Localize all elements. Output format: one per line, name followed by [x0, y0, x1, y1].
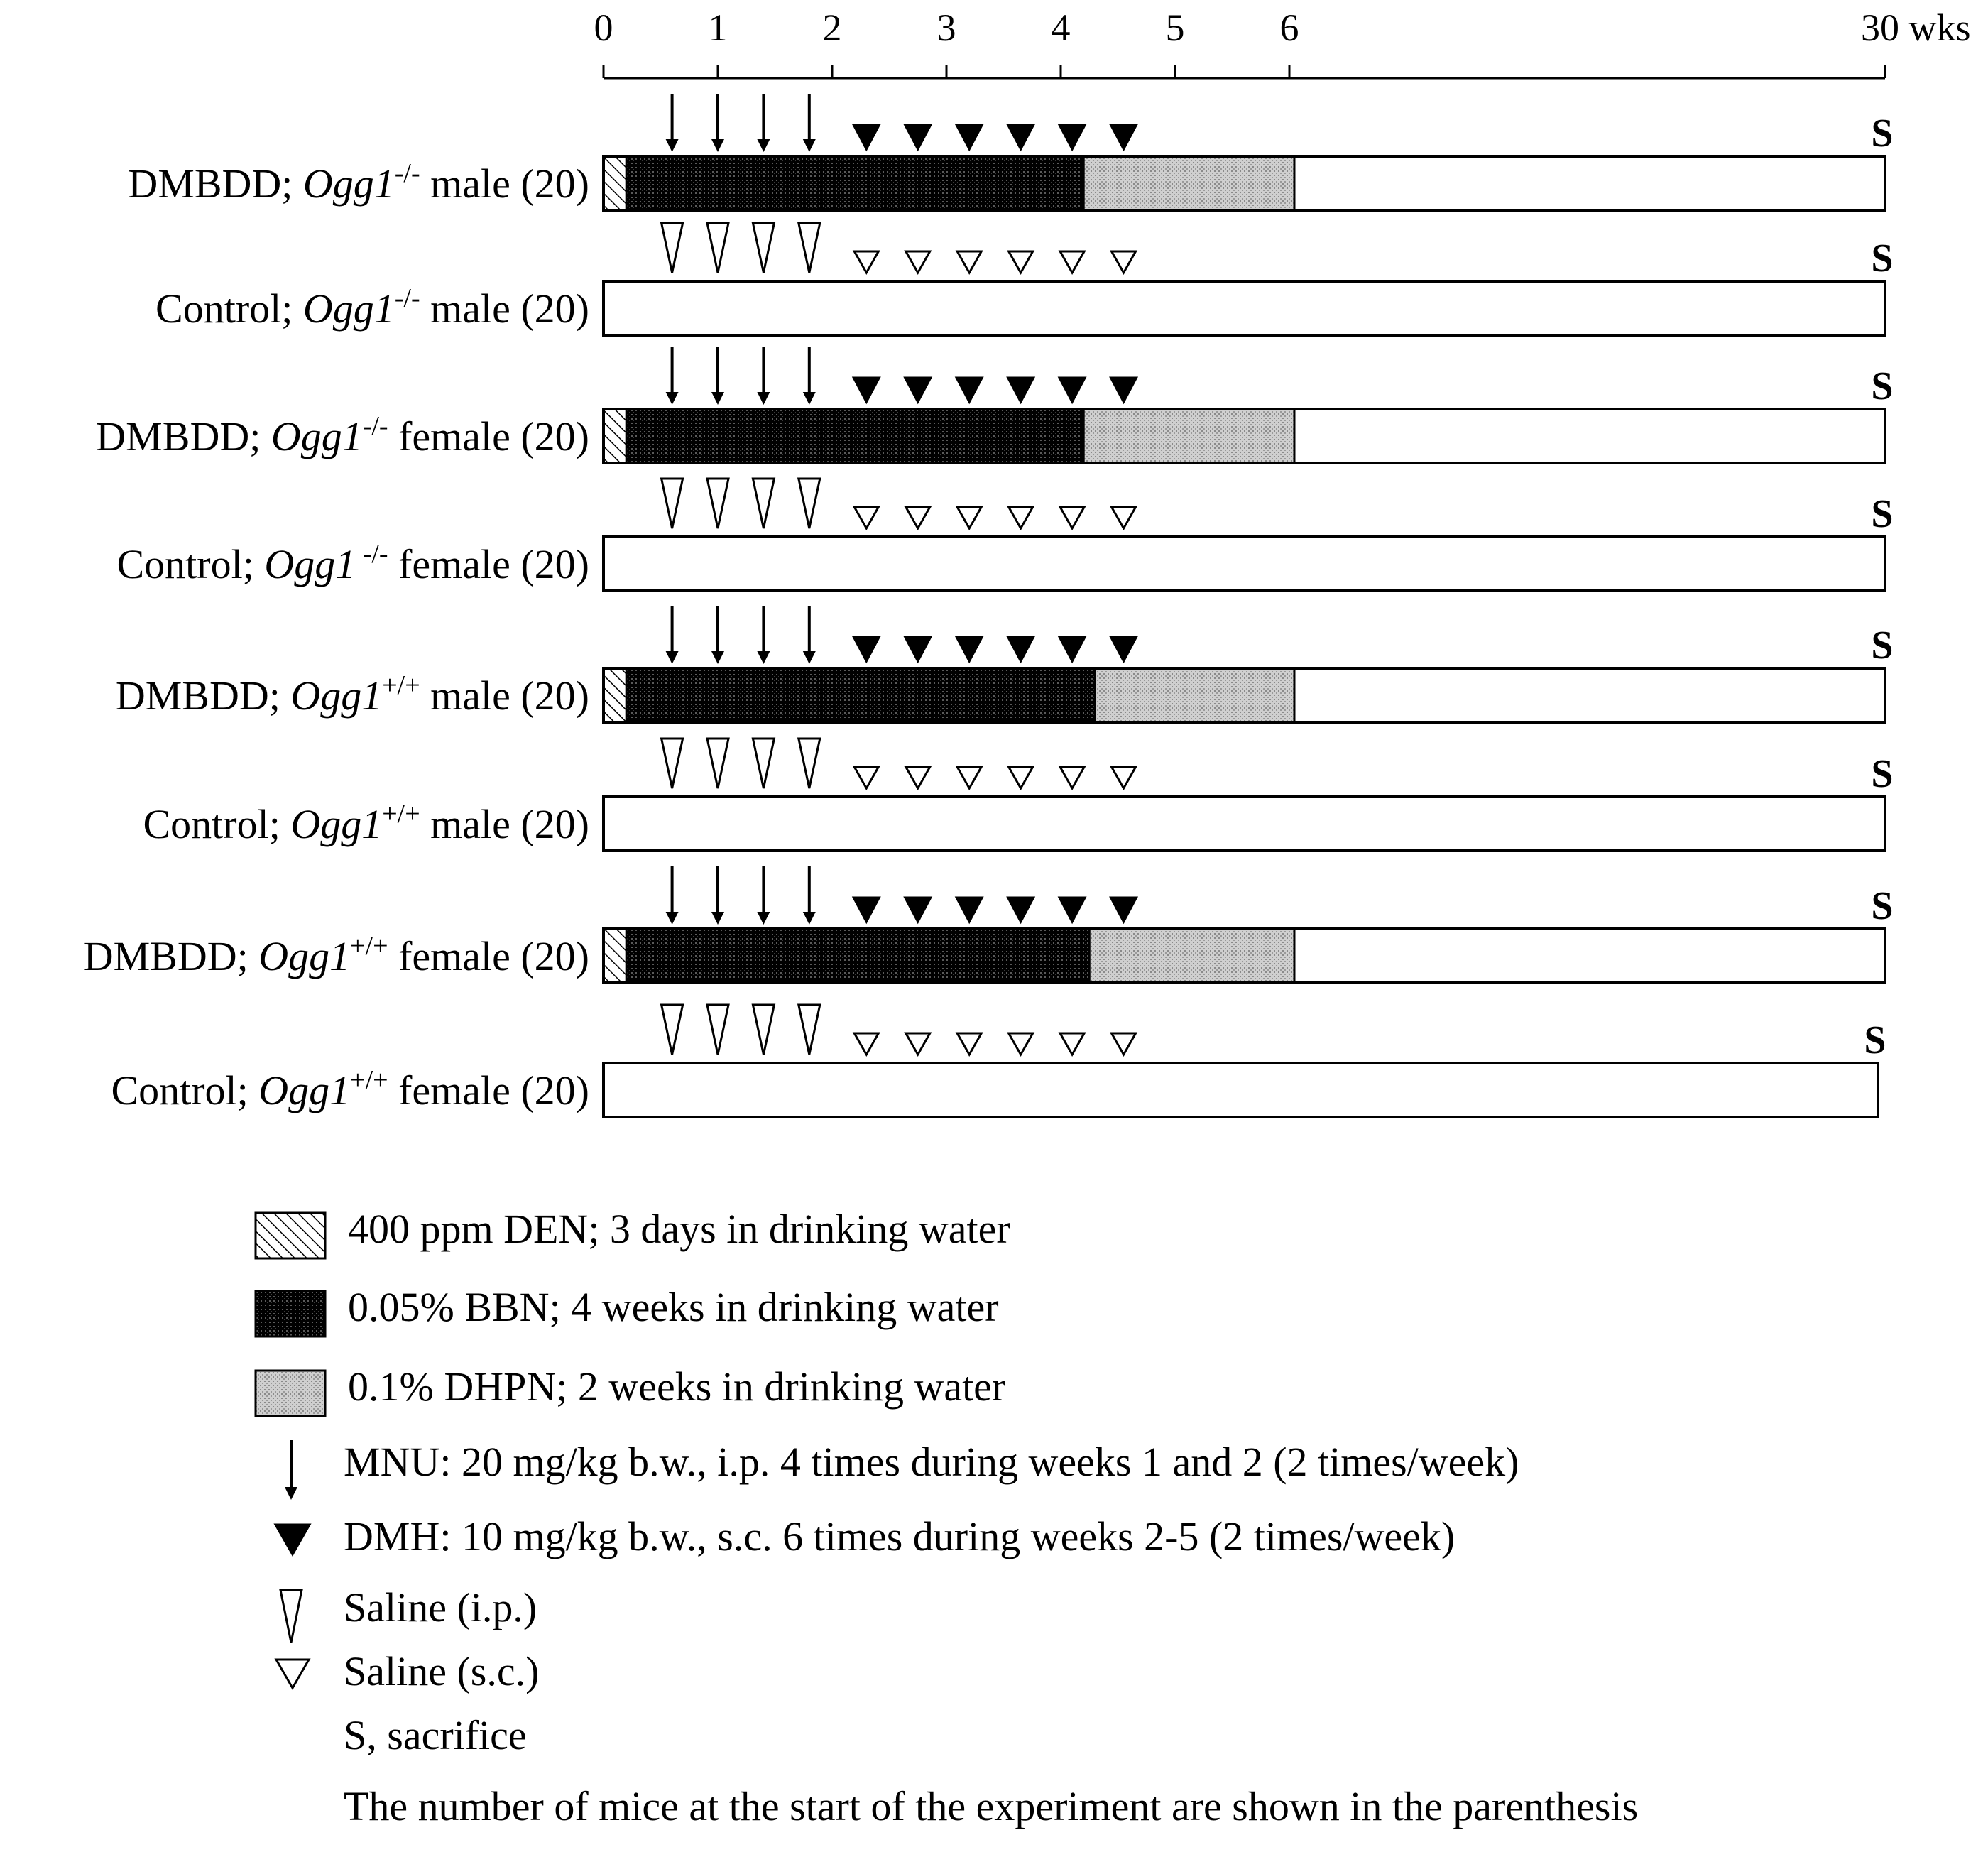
dmh-injection-icon	[905, 378, 931, 402]
legend-text: 0.05% BBN; 4 weeks in drinking water	[348, 1284, 999, 1330]
group-gene: Ogg1	[290, 672, 383, 719]
group-gene: Ogg1	[258, 933, 351, 979]
group-label	[116, 539, 589, 587]
saline-sc-icon	[1060, 767, 1084, 788]
legend-item	[276, 1648, 539, 1694]
sacrifice-marker: S	[1871, 111, 1894, 156]
dmh-injection-icon	[1008, 637, 1034, 661]
legend-saline-sc-icon	[276, 1660, 309, 1688]
dmh-injection-icon	[1059, 637, 1085, 661]
axis-tick-label: 6	[1279, 6, 1299, 49]
mnu-arrowhead-icon	[803, 651, 816, 664]
dmh-injection-icon	[1111, 637, 1137, 661]
saline-ip-icon	[799, 739, 820, 788]
saline-sc-icon	[1009, 507, 1033, 528]
legend	[256, 1206, 1638, 1829]
saline-sc-icon	[1112, 1033, 1136, 1055]
mnu-arrowhead-icon	[711, 651, 724, 664]
dmh-injection-icon	[1059, 898, 1085, 922]
legend-item	[256, 1206, 1010, 1258]
axis-tick-label: 4	[1051, 6, 1071, 49]
saline-ip-icon	[799, 479, 820, 528]
group-genotype: +/+	[382, 670, 420, 700]
group-sex-count: female (20)	[388, 413, 589, 459]
dmh-injection-icon	[1111, 125, 1137, 149]
mnu-arrowhead-icon	[711, 912, 724, 925]
group-row	[96, 347, 1893, 463]
mnu-arrowhead-icon	[666, 392, 679, 405]
dmh-injection-icon	[956, 125, 982, 149]
dmh-injection-icon	[1008, 378, 1034, 402]
timeline-bar	[604, 1063, 1878, 1117]
group-sex-count: male (20)	[420, 672, 589, 719]
group-genotype: +/+	[382, 799, 420, 829]
group-sex-count: female (20)	[388, 933, 589, 979]
group-gene: Ogg1	[302, 160, 395, 207]
saline-ip-icon	[662, 223, 683, 273]
saline-ip-icon	[753, 739, 774, 788]
mnu-arrowhead-icon	[757, 392, 770, 405]
segment-den	[604, 929, 626, 983]
group-regimen: Control;	[155, 285, 303, 332]
mnu-arrowhead-icon	[711, 139, 724, 152]
saline-ip-icon	[662, 1005, 683, 1055]
axis-tick-label: 5	[1165, 6, 1185, 49]
group-row	[111, 1005, 1886, 1117]
dmh-injection-icon	[853, 378, 879, 402]
group-genotype: -/-	[362, 411, 388, 441]
legend-text: Saline (i.p.)	[344, 1584, 537, 1630]
group-row	[128, 94, 1893, 210]
dmh-injection-icon	[905, 637, 931, 661]
group-regimen: DMBDD;	[96, 413, 271, 459]
axis-tick-label: 30 wks	[1861, 6, 1971, 49]
legend-item	[256, 1363, 1005, 1416]
saline-sc-icon	[1112, 251, 1136, 273]
dmh-injection-icon	[853, 125, 879, 149]
timeline-bar	[604, 537, 1885, 591]
mnu-arrowhead-icon	[803, 139, 816, 152]
mnu-arrowhead-icon	[757, 912, 770, 925]
group-gene: Ogg1	[264, 541, 356, 587]
group-label	[111, 1065, 589, 1113]
group-regimen: DMBDD;	[83, 933, 259, 979]
saline-sc-icon	[1060, 251, 1084, 273]
group-gene: Ogg1	[271, 413, 363, 459]
group-regimen: Control;	[111, 1067, 259, 1113]
group-genotype: -/-	[394, 158, 420, 188]
dmh-injection-icon	[1059, 378, 1085, 402]
axis-tick-label: 1	[708, 6, 728, 49]
group-regimen: Control;	[143, 801, 291, 847]
group-gene: Ogg1	[258, 1067, 351, 1113]
group-regimen: DMBDD;	[115, 672, 291, 719]
segment-dhpn	[1089, 929, 1294, 983]
timeline-bar	[604, 281, 1885, 335]
group-row	[116, 606, 1894, 722]
group-label	[96, 411, 589, 459]
axis-tick-label: 0	[594, 6, 613, 49]
legend-text: Saline (s.c.)	[344, 1648, 540, 1694]
group-gene: Ogg1	[290, 801, 383, 847]
axis-tick-label: 3	[936, 6, 956, 49]
mnu-arrowhead-icon	[285, 1487, 297, 1500]
mnu-arrowhead-icon	[757, 139, 770, 152]
dmh-injection-icon	[853, 898, 879, 922]
dmh-injection-icon	[853, 637, 879, 661]
saline-sc-icon	[906, 251, 930, 273]
saline-ip-icon	[753, 479, 774, 528]
mnu-arrowhead-icon	[666, 912, 679, 925]
saline-ip-icon	[662, 739, 683, 788]
group-genotype: -/-	[356, 539, 388, 569]
mnu-arrowhead-icon	[757, 651, 770, 664]
group-label	[84, 931, 589, 979]
legend-item	[256, 1284, 999, 1336]
group-row	[84, 866, 1894, 983]
saline-ip-icon	[799, 1005, 820, 1055]
saline-sc-icon	[854, 507, 878, 528]
segment-den	[604, 409, 626, 463]
legend-text: 0.1% DHPN; 2 weeks in drinking water	[348, 1363, 1006, 1410]
group-genotype: +/+	[350, 1065, 388, 1095]
legend-text: The number of mice at the start of the experiment are shown in the parenthesis	[344, 1783, 1639, 1829]
saline-sc-icon	[957, 1033, 981, 1055]
dmh-injection-icon	[956, 637, 982, 661]
legend-text: MNU: 20 mg/kg b.w., i.p. 4 times during weeks 1 and 2 (2 times/week)	[344, 1439, 1519, 1485]
group-sex-count: female (20)	[388, 541, 589, 587]
legend-text: S, sacrifice	[344, 1712, 527, 1758]
legend-text: 400 ppm DEN; 3 days in drinking water	[348, 1206, 1010, 1252]
dmh-injection-icon	[905, 125, 931, 149]
legend-saline-ip-icon	[280, 1590, 302, 1643]
group-label	[143, 799, 590, 847]
mnu-arrowhead-icon	[666, 651, 679, 664]
axis-tick-label: 2	[822, 6, 842, 49]
segment-bbn	[626, 156, 1083, 210]
segment-den	[604, 156, 626, 210]
saline-sc-icon	[854, 1033, 878, 1055]
saline-sc-icon	[1060, 1033, 1084, 1055]
sacrifice-marker: S	[1871, 492, 1894, 536]
legend-item	[280, 1584, 537, 1643]
saline-ip-icon	[707, 739, 728, 788]
segment-dhpn	[1083, 156, 1294, 210]
segment-bbn	[626, 409, 1083, 463]
saline-ip-icon	[753, 1005, 774, 1055]
group-regimen: DMBDD;	[128, 160, 303, 207]
segment-dhpn	[1095, 668, 1294, 722]
group-sex-count: male (20)	[420, 285, 589, 332]
group-sex-count: male (20)	[420, 160, 589, 207]
mnu-arrowhead-icon	[803, 912, 816, 925]
dmh-injection-icon	[1008, 125, 1034, 149]
sacrifice-marker: S	[1871, 623, 1894, 668]
saline-sc-icon	[1112, 507, 1136, 528]
group-rows	[84, 94, 1894, 1117]
saline-sc-icon	[906, 1033, 930, 1055]
saline-ip-icon	[662, 479, 683, 528]
legend-swatch-dense	[256, 1291, 325, 1336]
group-row	[116, 479, 1893, 591]
legend-item	[285, 1439, 1519, 1500]
saline-sc-icon	[1112, 767, 1136, 788]
timeline-axis	[594, 6, 1971, 78]
saline-sc-icon	[854, 251, 878, 273]
group-row	[143, 739, 1894, 851]
saline-ip-icon	[707, 223, 728, 273]
saline-ip-icon	[799, 223, 820, 273]
saline-sc-icon	[854, 767, 878, 788]
saline-sc-icon	[1060, 507, 1084, 528]
dmh-injection-icon	[905, 898, 931, 922]
saline-sc-icon	[1009, 767, 1033, 788]
group-genotype: +/+	[350, 931, 388, 961]
sacrifice-marker: S	[1864, 1018, 1886, 1062]
mnu-arrowhead-icon	[666, 139, 679, 152]
group-regimen: Control;	[116, 541, 265, 587]
sacrifice-marker: S	[1871, 752, 1894, 796]
dmh-injection-icon	[1111, 378, 1137, 402]
saline-sc-icon	[957, 251, 981, 273]
dmh-injection-icon	[1059, 125, 1085, 149]
segment-dhpn	[1083, 409, 1294, 463]
legend-item	[344, 1712, 527, 1758]
legend-dmh-icon	[275, 1525, 310, 1554]
saline-sc-icon	[957, 507, 981, 528]
dmh-injection-icon	[1008, 898, 1034, 922]
saline-ip-icon	[753, 223, 774, 273]
segment-den	[604, 668, 626, 722]
segment-bbn	[626, 668, 1095, 722]
legend-text: DMH: 10 mg/kg b.w., s.c. 6 times during weeks 2-5 (2 times/week)	[344, 1513, 1456, 1559]
saline-sc-icon	[906, 767, 930, 788]
mnu-arrowhead-icon	[711, 392, 724, 405]
saline-sc-icon	[957, 767, 981, 788]
saline-sc-icon	[1009, 1033, 1033, 1055]
dmh-injection-icon	[956, 378, 982, 402]
saline-ip-icon	[707, 1005, 728, 1055]
sacrifice-marker: S	[1871, 884, 1894, 928]
dmh-injection-icon	[1111, 898, 1137, 922]
legend-swatch-hatch	[256, 1213, 325, 1258]
legend-item	[344, 1783, 1638, 1829]
mnu-arrowhead-icon	[803, 392, 816, 405]
group-gene: Ogg1	[302, 285, 395, 332]
group-row	[155, 223, 1894, 335]
group-genotype: -/-	[394, 283, 420, 313]
group-label	[116, 670, 589, 719]
saline-ip-icon	[707, 479, 728, 528]
group-label	[155, 283, 589, 332]
group-label	[128, 158, 589, 207]
saline-sc-icon	[906, 507, 930, 528]
group-sex-count: male (20)	[420, 801, 589, 847]
group-sex-count: female (20)	[388, 1067, 589, 1113]
timeline-bar	[604, 797, 1885, 851]
saline-sc-icon	[1009, 251, 1033, 273]
legend-swatch-light	[256, 1371, 325, 1416]
dmh-injection-icon	[956, 898, 982, 922]
sacrifice-marker: S	[1871, 236, 1894, 281]
sacrifice-marker: S	[1871, 364, 1894, 408]
legend-item	[275, 1513, 1455, 1559]
segment-bbn	[626, 929, 1089, 983]
